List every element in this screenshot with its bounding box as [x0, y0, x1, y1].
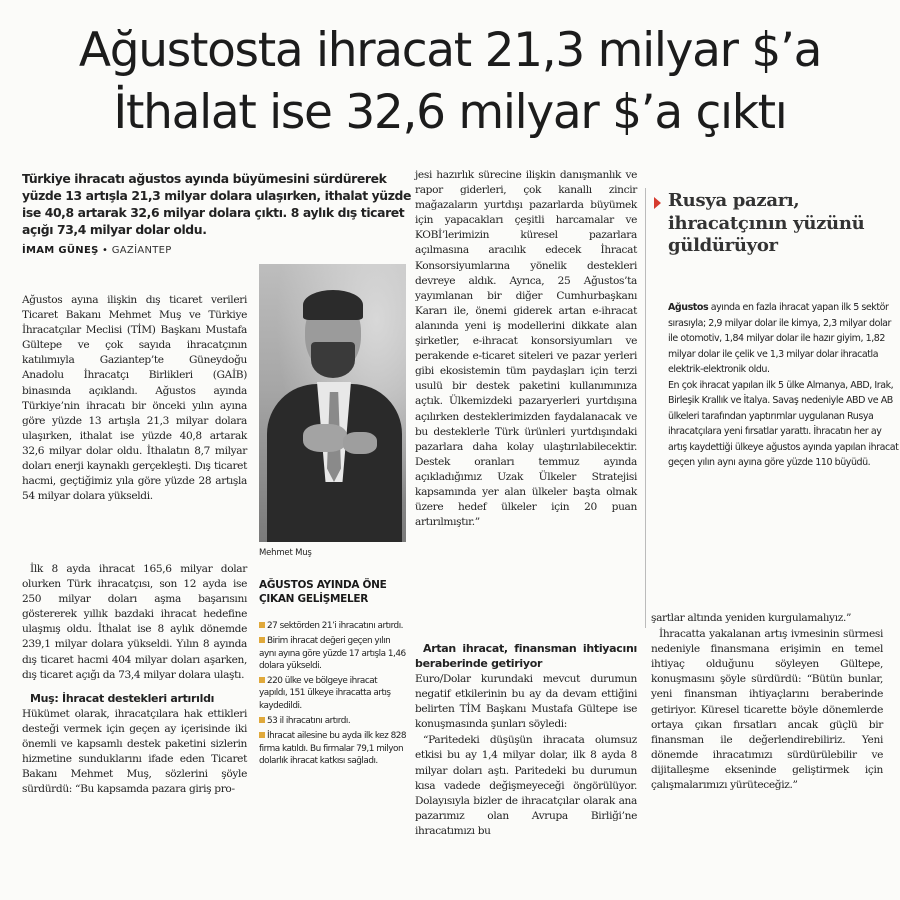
column-divider — [645, 188, 646, 628]
list-item: İhracat ailesine bu ayda ilk kez 828 firma katıldı. Bu firmalar 79,1 milyon dolarlık ihracat katkısı sağladı. — [259, 731, 407, 766]
list-item: 220 ülke ve bölgeye ihracat yapıldı, 151 ülkeye ihracatta artış kaydedildi. — [259, 676, 391, 711]
article-column-1-top — [22, 293, 247, 505]
list-item: Birim ihracat değeri geçen yılın aynı ayına göre yüzde 17 artışla 1,46 dolara yükseldi. — [259, 636, 406, 671]
list-item: 53 il ihracatını artırdı. — [259, 715, 407, 727]
photo-caption: Mehmet Muş — [259, 548, 312, 558]
bullet-square-icon — [259, 717, 265, 723]
portrait-photo — [259, 264, 406, 542]
article-column-3-top — [415, 168, 637, 531]
article-paragraph: Hükümet olarak, ihracatçılara hak ettikleri desteği vermek için geçen ay içerisinde iki önemli ve kapsamlı destek paketini sizlerin hizmetine sunduklarını ifade eden Ticaret Bakanı Mehmet Muş, sözlerini şöyle sürdürdü: “Bu kapsamda pazara giriş pro- — [22, 707, 247, 796]
bullet-square-icon — [259, 732, 265, 738]
article-paragraph: jesi hazırlık sürecine ilişkin danışmanlık ve rapor giderleri, çok kanallı zincir mağazaların yurtdışı pazarlarda büyümek için yapacakları çeşitli harcamalar ve KOBİ’lerimizin küresel pazarlara açılmasına aracılık edecek İhracat Konsorsiyumlarına yönelik destekleri devreye aldık. Ayrıca, 25 Ağustos’ta yayımlanan bir diğer Cumhurbaşkanı Kararı ile, önemi giderek artan e-ihracat alanında yeni iş modellerini dikkate alan şirketler, e-ihracat konsorsiyumları ve perakende e-ticaret siteleri ve pazar yerleri gibi ekosistemin tüm paydaşları için terzi usulü bir destek paketini kullanımınıza açtık. Ülkemizdeki pazaryerleri yurtdışına açılırken desteklerimizden faydalanacak ve bu desteklerle Türk ürünleri yurtdışındaki pazarlara daha kolay ulaştırılabilecektir. Destek oranları temmuz ayında açıkladığımız Uzak Ülkeler Stratejisi kapsamında yer alan ülkeler başta olmak üzere hedef ülkeler için 20 puan artırılmıştır.” — [415, 169, 637, 529]
byline-separator: • — [98, 245, 112, 256]
list-item: 27 sektörden 21’i ihracatını artırdı. — [259, 620, 407, 632]
highlights-title: AĞUSTOS AYINDA ÖNE ÇIKAN GELİŞMELER — [259, 579, 387, 605]
bullet-square-icon — [259, 677, 265, 683]
lead-paragraph: Türkiye ihracatı ağustos ayında büyümesini sürdürerek yüzde 13 artışla 21,3 milyar dolara ulaşırken, ithalat yüzde ise 40,8 artarak 32,6 milyar dolara çıktı. 8 aylık dış ticaret açığı 73,4 milyar dolar oldu. — [22, 171, 412, 237]
article-paragraph: İlk 8 ayda ihracat 165,6 milyar dolar olurken Türk ihracatçısı, son 12 ayda ise 250 milyar doları aşma başarısını göstererek yıllık bazdaki ihracat hedefine ulaşmış oldu. İthalat ise 8 aylık dönemde 239,1 milyar dolara yükseldi. Yılın 8 ayında dış ticaret hacmi 404 milyar doları aşarken, dış ticaret açığı da 73,4 milyar dolara ulaştı. — [22, 563, 247, 681]
article-paragraph: Ağustos ayına ilişkin dış ticaret verileri Ticaret Bakanı Mehmet Muş ve Türkiye İhracatçılar Meclisi (TİM) Başkanı Mustafa Gültepe ve çok sayıda ihracatçının katılımıyla Gaziantep’te Güneydoğu Anadolu İhracatçı Birlikleri (GAİB) binasında açıklandı. Ağustos ayında Türkiye’nin ihracatı bir önceki yılın ayına göre yüzde 13 artışla 21,3 milyar dolara ulaşırken, ithalat ise yüzde 40,8 artarak 32,6 milyar dolar oldu. İthalatın 8,7 milyar doları enerji kaynaklı gerçekleşti. Dış ticaret hacmi, geçtiğimiz yıla göre yüzde 28 artışla 54 milyar dolara yükseldi. — [22, 294, 247, 503]
byline-author: İMAM GÜNEŞ — [22, 245, 99, 256]
article-paragraph: İhracatta yakalanan artış ivmesinin sürmesi nedeniyle finansmana erişimin en temel ihtiyaç olduğunu söyleyen Gültepe, konuşmasını şöyle sürdürdü: “Bütün bunlar, yeni finansman ihtiyaçlarını beraberinde getiriyor. Küresel ticarette böyle dönemlerde ortaya çıkan fırsatları ancak güçlü bir finansman ile değerlendirebiliriz. Yeni dönemde ihracatımızı sürdürülebilir ve dijitalleşme ekseninde geliştirmek için çalışmalarımızı yürüteceğiz.” — [651, 628, 883, 792]
article-column-4 — [651, 611, 883, 794]
sidebar-arrow-icon — [654, 197, 661, 209]
bullet-square-icon — [259, 637, 265, 643]
article-paragraph: “Paritedeki düşüşün ihracata olumsuz etkisi bu ay 1,4 milyar dolar, ilk 8 ayda 8 milyar doları aştı. Paritedeki bu durumun kısa vadede değişmeyeceği öngörülüyor. Dolayısıyla bizler de ihracatçılar olarak ana pazarımız olan Avrupa Birliği’ne ihracatımızı bu — [415, 734, 637, 837]
headline-line-2: İthalat ise 32,6 milyar $’a çıktı — [113, 85, 787, 140]
article-subhead: Artan ihracat, finansman ihtiyacını beraberinde getiriyor — [415, 642, 637, 670]
bullet-square-icon — [259, 622, 265, 628]
article-paragraph: Euro/Dolar kurundaki mevcut durumun negatif etkilerinin bu ay da devam ettiğini belirten TİM Başkanı Mustafa Gültepe ise konuşmasında şunları söyledi: — [415, 673, 637, 731]
sidebar-title: Rusya pazarı, ihracatçının yüzünü güldürüyor — [668, 190, 865, 256]
byline — [22, 245, 412, 256]
sidebar-paragraph: Ağustos ayında en fazla ihracat yapan ilk 5 sektör sırasıyla; 2,9 milyar dolar ile kimya, 2,3 milyar dolar ile otomotiv, 1,84 milyar dolar ile hazır giyim, 1,82 milyar dolar ile çelik ve 1,3 milyar dolar ihracatla elektrik-elektronik oldu. — [668, 302, 891, 375]
sidebar-paragraph: En çok ihracat yapılan ilk 5 ülke Almanya, ABD, Irak, Birleşik Krallık ve İtalya. Savaş nedeniyle ABD ve AB ülkeleri tarafından yaptırımlar uygulanan Rusya ihracatçılara yeni fırsatlar yarattı. İhracatın her ay artış kaydettiği ülkeye ağustos ayında yapılan ihracat geçen yılın aynı ayına göre yüzde 110 büyüdü. — [668, 379, 899, 468]
highlights-list — [259, 620, 407, 767]
headline-line-1: Ağustosta ihracat 21,3 milyar $’a — [78, 23, 822, 78]
article-paragraph: şartlar altında yeniden kurgulamalıyız.” — [651, 612, 852, 624]
sidebar-body — [668, 300, 900, 471]
article-subhead: Muş: İhracat destekleri artırıldı — [30, 691, 215, 705]
highlights-box — [259, 578, 407, 770]
article-column-1-bottom — [22, 562, 247, 798]
byline-location: GAZİANTEP — [111, 245, 172, 256]
article-column-3-bottom — [415, 633, 637, 840]
